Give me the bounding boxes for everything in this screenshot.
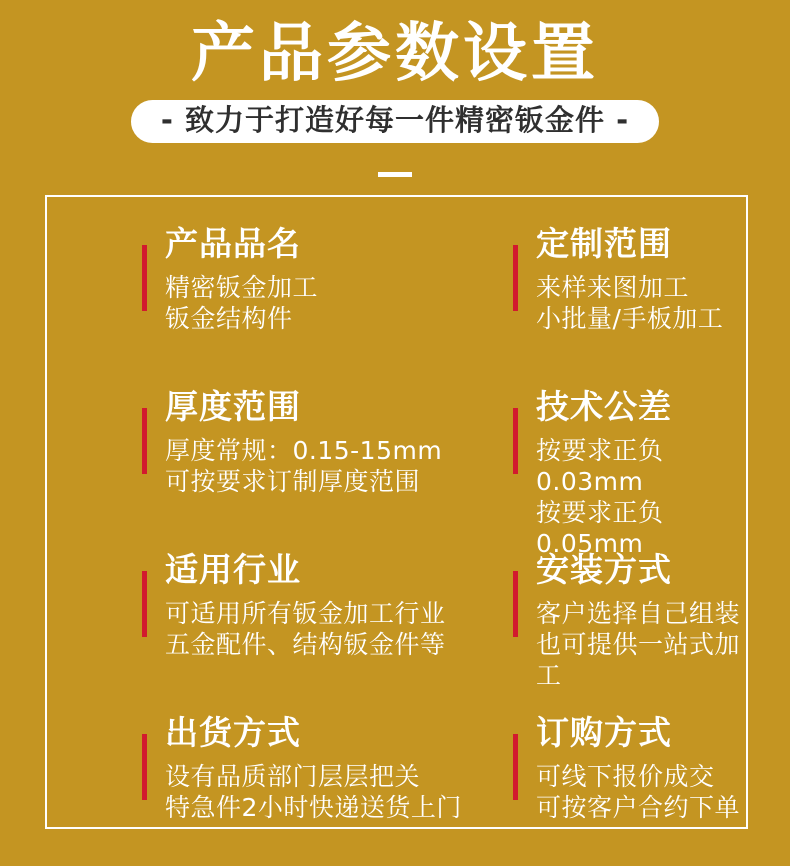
red-accent-bar — [513, 571, 518, 637]
tagline-text: - 致力于打造好每一件精密钣金件 - — [160, 103, 630, 137]
red-accent-bar — [142, 571, 147, 637]
section-line: 可适用所有钣金加工行业 — [165, 598, 446, 628]
section-content — [165, 388, 442, 497]
section-applicable-industries — [142, 551, 513, 714]
spec-grid — [47, 197, 746, 829]
section-content — [165, 225, 318, 334]
section-line: 钣金结构件 — [165, 303, 293, 333]
section-content — [165, 714, 462, 823]
section-title: 出货方式 — [165, 713, 301, 752]
section-line: 也可提供一站式加工 — [536, 629, 741, 690]
section-line: 可线下报价成交 — [536, 761, 715, 791]
section-ordering-method — [513, 714, 746, 829]
section-line: 可按要求订制厚度范围 — [165, 466, 421, 496]
red-accent-bar — [142, 245, 147, 311]
section-content — [536, 225, 723, 334]
section-content — [165, 551, 446, 660]
page-title: 产品参数设置 — [191, 17, 599, 91]
section-line: 小批量/手板加工 — [536, 303, 724, 333]
section-line: 按要求正负0.05mm — [536, 497, 664, 558]
section-content — [536, 388, 746, 559]
section-title: 厚度范围 — [165, 387, 301, 426]
section-line: 精密钣金加工 — [165, 272, 319, 302]
section-title: 适用行业 — [165, 550, 301, 589]
section-line: 按要求正负0.03mm — [536, 435, 664, 496]
section-title: 订购方式 — [536, 713, 672, 752]
section-shipping-method — [142, 714, 513, 829]
section-line: 设有品质部门层层把关 — [165, 761, 421, 791]
tagline-pill — [131, 100, 659, 143]
section-line: 特急件2小时快递送货上门 — [165, 792, 462, 822]
section-technical-tolerance — [513, 387, 746, 558]
spec-panel — [45, 195, 748, 829]
section-custom-scope — [513, 225, 746, 388]
section-line: 可按客户合约下单 — [536, 792, 741, 822]
section-title: 技术公差 — [536, 387, 672, 426]
red-accent-bar — [513, 734, 518, 800]
section-title: 产品品名 — [165, 224, 301, 263]
section-content — [536, 551, 746, 691]
section-title: 安装方式 — [536, 550, 672, 589]
section-product-name — [142, 225, 513, 388]
section-title: 定制范围 — [536, 224, 672, 263]
red-accent-bar — [142, 734, 147, 800]
section-line: 客户选择自己组装 — [536, 598, 741, 628]
red-accent-bar — [142, 408, 147, 474]
red-accent-bar — [513, 408, 518, 474]
red-accent-bar — [513, 245, 518, 311]
divider-dash — [378, 172, 412, 177]
section-line: 厚度常规：0.15-15mm — [165, 435, 443, 465]
section-line: 五金配件、结构钣金件等 — [165, 629, 446, 659]
section-content — [536, 714, 740, 823]
section-thickness-range — [142, 388, 513, 551]
section-installation-method — [513, 551, 746, 714]
section-line: 来样来图加工 — [536, 272, 690, 302]
header — [0, 0, 790, 177]
